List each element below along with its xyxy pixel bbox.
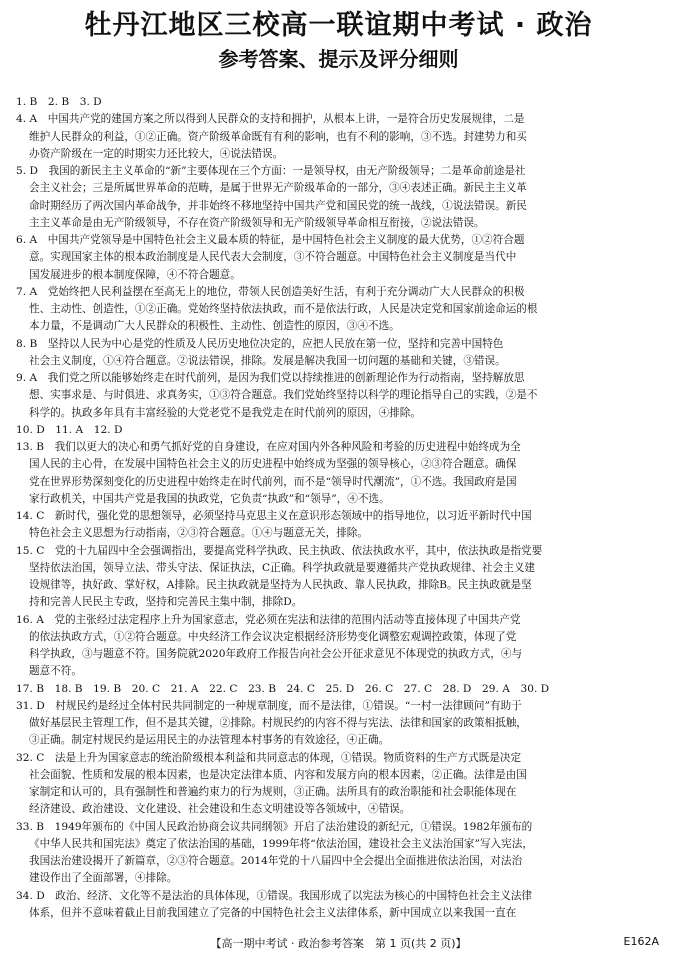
answer-line: 坚持依法治国，领导立法、带头守法、保证执法，C正确。科学执政就是要遵循共产党执政规律、社会主义建: [29, 561, 536, 574]
answer-line: 社会面貌、性质和发展的根本因素，也是决定法律本质、内容和发展方向的根本因素，②正确。法律是由国: [29, 768, 527, 781]
answer-item: [16, 750, 661, 819]
footer-code: E162A: [623, 935, 659, 948]
answer-item: [16, 439, 661, 508]
answer-line: 命时期经历了两次国内革命战争，并非始终不移地坚持中国共产党和国民党的统一战线，①说法错误。新民: [29, 199, 527, 212]
answer-line: 会主义社会；三是所属世界革命的范畴，是属于世界无产阶级革命的一部分，③④表述正确。新民主主义革: [29, 182, 527, 195]
answer-line: 9. A 我们党之所以能够始终走在时代前列，是因为我们党以持续推进的创新理论作为行动指南，坚持解放思: [16, 372, 525, 384]
answer-line: 主主义革命是由无产阶级领导，不存在资产阶级领导和无产阶级领导革命相互衔接，②说法错误。: [29, 216, 485, 229]
answer-line: 1. B 2. B 3. D: [16, 96, 102, 108]
answer-line: 32. C 法是上升为国家意志的统治阶级根本利益和共同意志的体现，①错误。物质资料的生产方式既是决定: [16, 751, 522, 764]
answer-item: [16, 370, 661, 422]
answer-line: 社会主义制度，①④符合题意。②说法错误，排除。发展是解决我国一切问题的基础和关键，③错误。: [29, 354, 506, 367]
answer-line: 我国法治建设揭开了新篇章，②③符合题意。2014年党的十八届四中全会提出全面推进依法治国，对法治: [29, 855, 523, 867]
answer-line: 党在世界形势深刻变化的历史进程中始终走在时代前列，而不是“领导时代潮流”，①不选。我国政府是国: [29, 475, 517, 488]
answer-line: 科学的。执政多年具有丰富经验的大党老党不是我党走在时代前列的原因，④排除。: [29, 406, 421, 419]
answer-line: 的依法执政方式，①②符合题意。中央经济工作会议决定根据经济形势变化调整宏观调控政策，体现了党: [29, 630, 517, 643]
answer-line: 家制定和认可的，具有强制性和普遍约束力的行为规则，③正确。法所具有的政治职能和社会职能体现在: [29, 786, 517, 798]
answer-item: [16, 284, 661, 336]
answer-line: 建设作出了全面部署，④排除。: [29, 872, 178, 885]
answer-line: 做好基层民主管理工作，但不是其关键，②排除。村规民约的内容不得与宪法、法律和国家的政策相抵触，: [29, 717, 527, 729]
answer-item: [16, 888, 661, 923]
answer-line: 办资产阶级在一定的时期实力还比较大，④说法错误。: [29, 147, 284, 160]
answer-line: 5. D 我国的新民主主义革命的“新”主要体现在三个方面：一是领导权，由无产阶级领导；二是革命前途是社: [16, 165, 526, 177]
answer-item: [16, 508, 661, 543]
answer-item: [16, 543, 661, 612]
answer-line: 国发展进步的根本制度保障，④不符合题意。: [29, 268, 241, 281]
answer-line: 体系，但并不意味着截止目前我国建立了完备的中国特色社会主义法律体系，新中国成立以来我国一直在: [29, 906, 517, 919]
answer-item: [16, 681, 661, 698]
answer-item: [16, 698, 661, 750]
answer-line: 33. B 1949年颁布的《中国人民政治协商会议共同纲领》开启了法治建设的新纪元，①错误。1982年颁布的: [16, 820, 533, 833]
answer-line: 持和完善人民民主专政，坚持和完善民主集中制，排除D。: [29, 596, 303, 609]
answer-line: 家行政机关，中国共产党是我国的执政党，它负责“执政”和“领导”，④不选。: [29, 492, 390, 505]
answer-line: 8. B 坚持以人民为中心是党的性质及人民历史地位决定的，应把人民放在第一位，坚持和完善中国特色: [16, 337, 504, 350]
answer-line: 经济建设、政治建设、文化建设、社会建设和生态文明建设等各领域中，④错误。: [29, 803, 411, 816]
page-title: 牡丹江地区三校高一联谊期中考试 · 政治: [84, 10, 593, 41]
answer-line: 国人民的主心骨，在发展中国特色社会主义的历史进程中始终成为坚强的领导核心，②③符合题意。确保: [29, 458, 517, 471]
answer-item: [16, 163, 661, 232]
answer-line: 31. D 村规民约是经过全体村民共同制定的一种规章制度，而不是法律，①错误。“一村一法律顾问”有助于: [16, 699, 522, 712]
answer-item: [16, 819, 661, 888]
answer-line: 10. D 11. A 12. D: [16, 423, 123, 436]
answer-line: 4. A 中国共产党的建国方案之所以得到人民群众的支持和拥护，从根本上讲，一是符合历史发展规律，二是: [16, 113, 525, 126]
answer-item: [16, 232, 661, 284]
answer-line: 科学执政，③与题意不符。国务院就2020年政府工作报告向社会公开征求意见不体现党的执政方式，④与: [29, 648, 523, 660]
answer-line: 《中华人民共和国宪法》奠定了依法治国的基础，1999年将“依法治国，建设社会主义法治国家”写入宪法，: [29, 837, 533, 850]
answer-line: 想、实事求是、与时俱进、求真务实，①③符合题意。我们党始终坚持以科学的理论指导自己的实践，②是不: [29, 389, 538, 402]
page-subtitle: 参考答案、提示及评分细则: [218, 47, 459, 71]
answer-line: 意。实现国家主体的根本政治制度是人民代表大会制度，③不符合题意。中国特色社会主义制度是当代中: [29, 251, 517, 264]
answer-line: 特色社会主义思想为行动指南，②③符合题意。①④与题意无关，排除。: [29, 527, 368, 540]
answer-list: [16, 94, 661, 922]
answer-line: 16. A 党的主张经过法定程序上升为国家意志，党必须在宪法和法律的范围内活动等直接体现了中国共产党: [16, 613, 521, 626]
answer-item: [16, 422, 661, 439]
answer-line: ③正确。制定村规民约是运用民主的办法管理本村事务的有效途径，④正确。: [29, 734, 390, 747]
answer-line: 维护人民群众的利益，①②正确。资产阶级革命既有有利的影响，也有不利的影响，③不选。封建势力和买: [29, 130, 527, 143]
answer-line: 7. A 党始终把人民利益摆在至高无上的地位，带领人民创造美好生活，有利于充分调动广大人民群众的积极: [16, 285, 525, 298]
answer-item: [16, 612, 661, 681]
answer-line: 17. B 18. B 19. B 20. C 21. A 22. C 23. B 24. C 25. D 26. C 27. C 28. D 29. A 30. D: [16, 682, 550, 695]
answer-line: 13. B 我们以更大的决心和勇气抓好党的自身建设，在应对国内外各种风险和考验的历史进程中始终成为全: [16, 441, 521, 453]
answer-line: 6. A 中国共产党领导是中国特色社会主义最本质的特征，是中国特色社会主义制度的最大优势，①②符合题: [16, 234, 525, 246]
answer-line: 34. D 政治、经济、文化等不是法治的具体体现，①错误。我国形成了以宪法为核心的中国特色社会主义法律: [16, 889, 533, 902]
answer-line: 本力量，不是调动广大人民群众的积极性、主动性、创造性的原因，③④不选。: [29, 320, 400, 333]
answer-line: 14. C 新时代，强化党的思想领导，必须坚持马克思主义在意识形态领域中的指导地位，以习近平新时代中国: [16, 510, 532, 522]
answer-line: 题意不符。: [29, 665, 82, 678]
answer-line: 性、主动性、创造性，①②正确。党始终坚持依法执政，而不是依法行政，人民是决定党和国家前途命运的根: [29, 303, 538, 315]
answer-line: 15. C 党的十九届四中全会强调指出，要提高党科学执政、民主执政、依法执政水平，其中，依法执政是指党要: [16, 544, 543, 557]
answer-item: [16, 336, 661, 371]
answer-item: [16, 111, 661, 163]
footer-page-info: 【高一期中考试 · 政治参考答案 第 1 页(共 2 页)】: [210, 937, 467, 950]
answer-line: 设规律等，执好政、掌好权，A排除。民主执政就是坚持为人民执政、靠人民执政，排除B。民主执政就是坚: [29, 579, 532, 591]
answer-item: [16, 94, 661, 111]
